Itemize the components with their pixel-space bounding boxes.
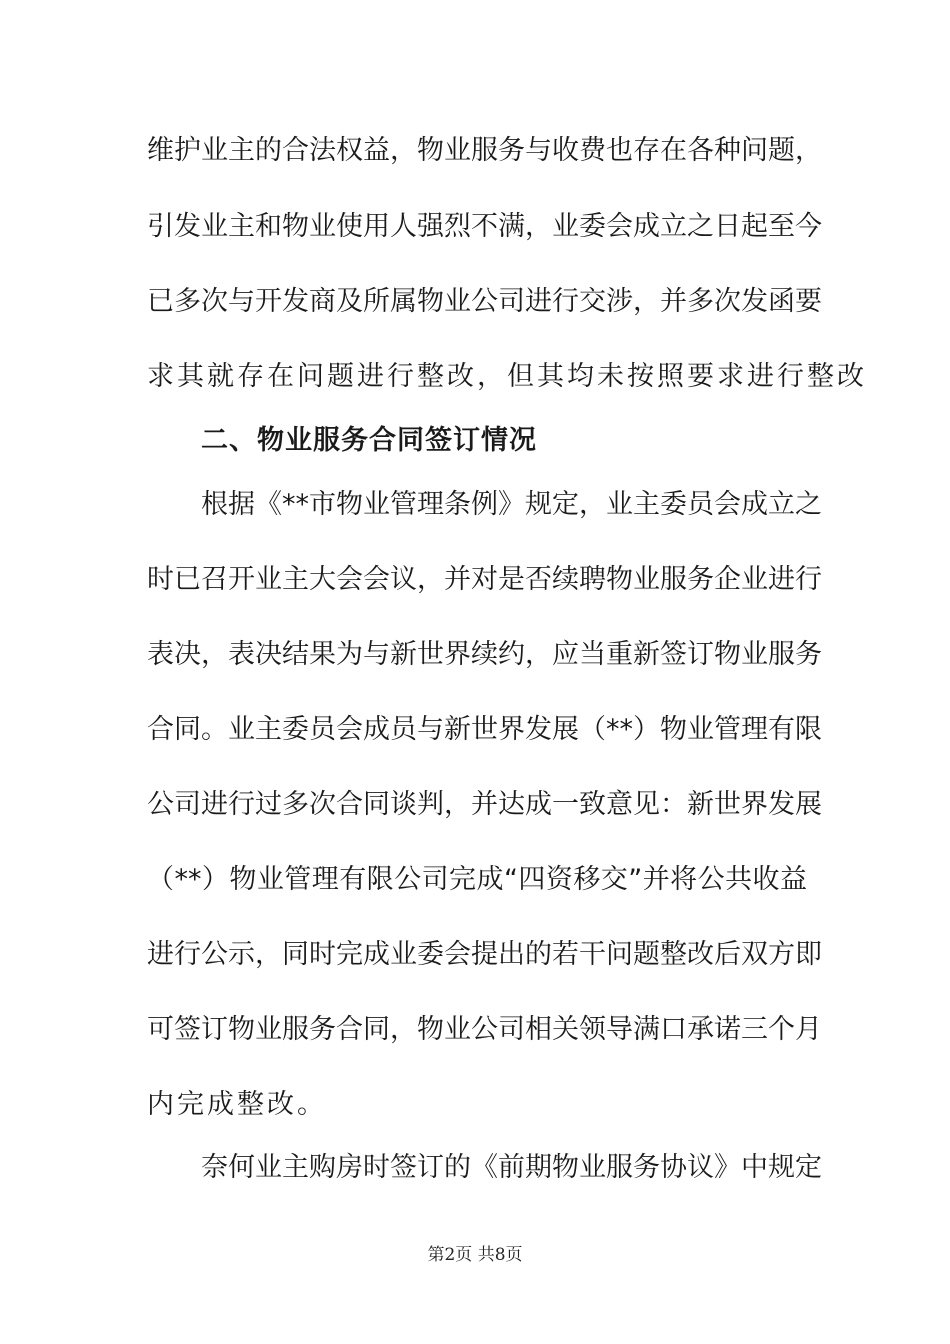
paragraph-line: 可签订物业服务合同，物业公司相关领导满口承诺三个月 <box>147 1014 822 1045</box>
paragraph-line: 时已召开业主大会会议，并对是否续聘物业服务企业进行 <box>147 564 822 595</box>
paragraph-line: 求其就存在问题进行整改，但其均未按照要求进行整改 <box>147 361 867 392</box>
paragraph-line: 合同。业主委员会成员与新世界发展（**）物业管理有限 <box>147 714 822 745</box>
paragraph-line: 已多次与开发商及所属物业公司进行交涉，并多次发函要 <box>147 286 822 317</box>
paragraph-line: 内完成整改。 <box>147 1089 327 1120</box>
paragraph-line: 引发业主和物业使用人强烈不满，业委会成立之日起至今 <box>147 211 822 242</box>
page-footer: 第2页 共8页 <box>427 1245 523 1265</box>
paragraph-line: 奈何业主购房时签订的《前期物业服务协议》中规定 <box>201 1152 822 1183</box>
paragraph-line: 维护业主的合法权益，物业服务与收费也存在各种问题， <box>147 135 822 166</box>
section-heading: 二、物业服务合同签订情况 <box>201 425 537 456</box>
paragraph-line: 表决，表决结果为与新世界续约，应当重新签订物业服务 <box>147 639 822 670</box>
paragraph-line: 根据《**市物业管理条例》规定，业主委员会成立之 <box>201 489 822 520</box>
paragraph-line: 进行公示，同时完成业委会提出的若干问题整改后双方即 <box>147 939 822 970</box>
paragraph-line: 公司进行过多次合同谈判，并达成一致意见：新世界发展 <box>147 789 822 820</box>
paragraph-line: （**）物业管理有限公司完成“四资移交”并将公共收益 <box>147 864 807 895</box>
